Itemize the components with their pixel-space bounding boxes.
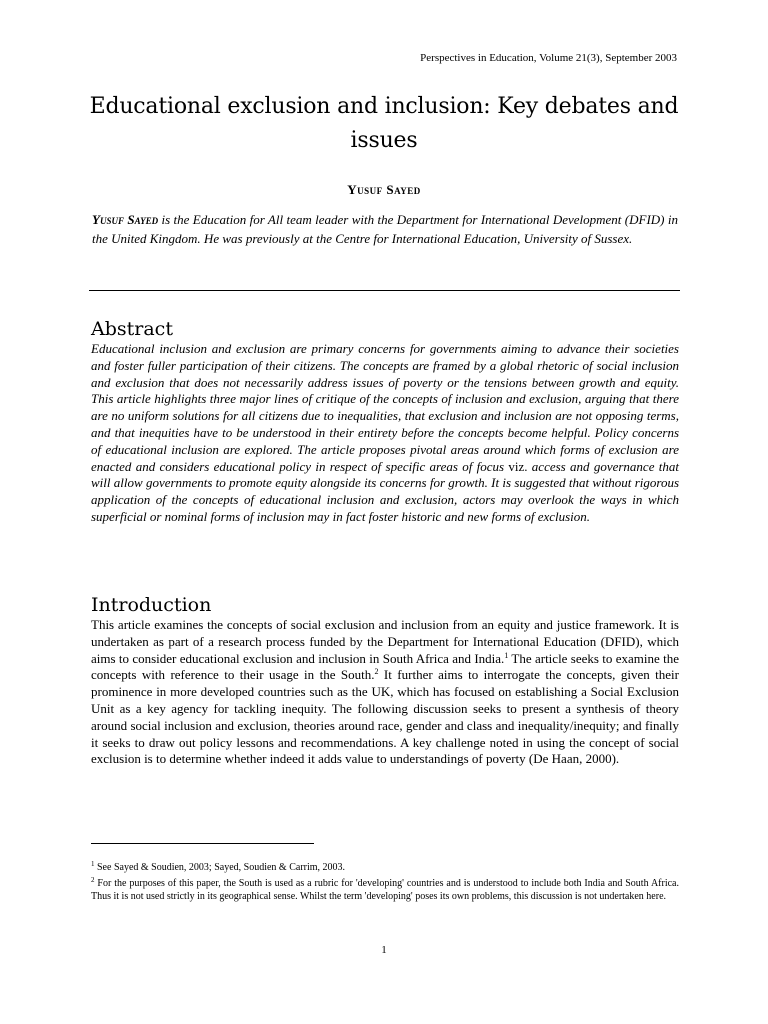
footnote-1 bbox=[91, 861, 679, 874]
abstract-text-part2: access and governance that will allow governments to promote equity alongside its concerns for growth. It is suggested that without rigorous application of the concepts of educational inclusion and exclusion, actors may overlook the ways in which superficial or nominal forms of inclusion may in fact foster historic and new forms of exclusion. bbox=[91, 458, 679, 524]
abstract-text-part1: Educational inclusion and exclusion are primary concerns for governments aiming to advance their societies and foster fuller participation of their citizens. The concepts are framed by a global rhetoric of social inclusion and exclusion that does not necessarily address issues of poverty or the tensions between growth and equity. This article highlights three major lines of critique of the concepts of inclusion and exclusion, arguing that there are no uniform solutions for all citizens due to inequalities, that exclusion and inclusion are not opposing terms, and that inequities have to be understood in their entirety before the concepts become helpful. Policy concerns of educational inclusion are explored. The article proposes pivotal areas around which forms of exclusion are enacted and considers educational policy in respect of specific areas of focus bbox=[91, 341, 679, 474]
intro-text-part1: This article examines the concepts of social exclusion and inclusion from an equity and justice framework. It is undertaken as part of a research process funded by the Department for International Education (DFID), which aims to consider educational exclusion and inclusion in South Africa and India. bbox=[91, 617, 679, 666]
introduction-text bbox=[91, 617, 679, 768]
footnote-2-text: For the purposes of this paper, the South is used as a rubric for 'developing' countries and is understood to include both India and South Africa. Thus it is not used strictly in its geographical sense. Whilst the term 'developing' poses its own problems, this discussion is not undertaken here. bbox=[91, 878, 679, 902]
author-bio-text: is the Education for All team leader with the Department for International Development (DFID) in the United Kingdom. He was previously at the Centre for International Education, University of Sussex. bbox=[92, 212, 678, 246]
author-name: Yusuf Sayed bbox=[347, 182, 421, 197]
footnote-1-text: See Sayed & Soudien, 2003; Sayed, Soudien & Carrim, 2003. bbox=[94, 862, 346, 873]
introduction-heading: Introduction bbox=[91, 594, 212, 616]
abstract-text-viz: viz. bbox=[508, 458, 528, 474]
footnote-1-marker: 1 bbox=[91, 860, 95, 868]
intro-text-part2: The article seeks to examine the concepts with reference to their usage in the South. bbox=[91, 650, 680, 683]
author-bio-name: Yusuf Sayed bbox=[92, 212, 159, 227]
footnote-divider bbox=[91, 843, 314, 844]
abstract-text bbox=[91, 341, 679, 526]
footnote-ref-2[interactable]: 2 bbox=[374, 667, 379, 677]
abstract-heading: Abstract bbox=[91, 318, 173, 340]
running-head: Perspectives in Education, Volume 21(3), September 2003 bbox=[420, 52, 677, 64]
footnote-2 bbox=[91, 877, 679, 903]
footnote-ref-1[interactable]: 1 bbox=[504, 650, 509, 660]
intro-text-part3: It further aims to interrogate the concepts, given their prominence in more developed countries such as the UK, which has focused on establishing a Social Exclusion Unit as a key agency for tackling inequity. The following discussion seeks to present a synthesis of theory around social inclusion and exclusion, theories around race, gender and class and inequality/inequity; and finally it seeks to draw out policy lessons and recommendations. A key challenge noted in using the concept of social exclusion is to determine whether indeed it adds value to understandings of poverty (De Haan, 2000). bbox=[91, 667, 679, 767]
author-bio bbox=[92, 210, 678, 248]
article-title: Educational exclusion and inclusion: Key debates and issues bbox=[89, 94, 679, 153]
page-number: 1 bbox=[381, 944, 387, 956]
footnote-2-marker: 2 bbox=[91, 876, 95, 884]
section-divider bbox=[89, 290, 680, 291]
